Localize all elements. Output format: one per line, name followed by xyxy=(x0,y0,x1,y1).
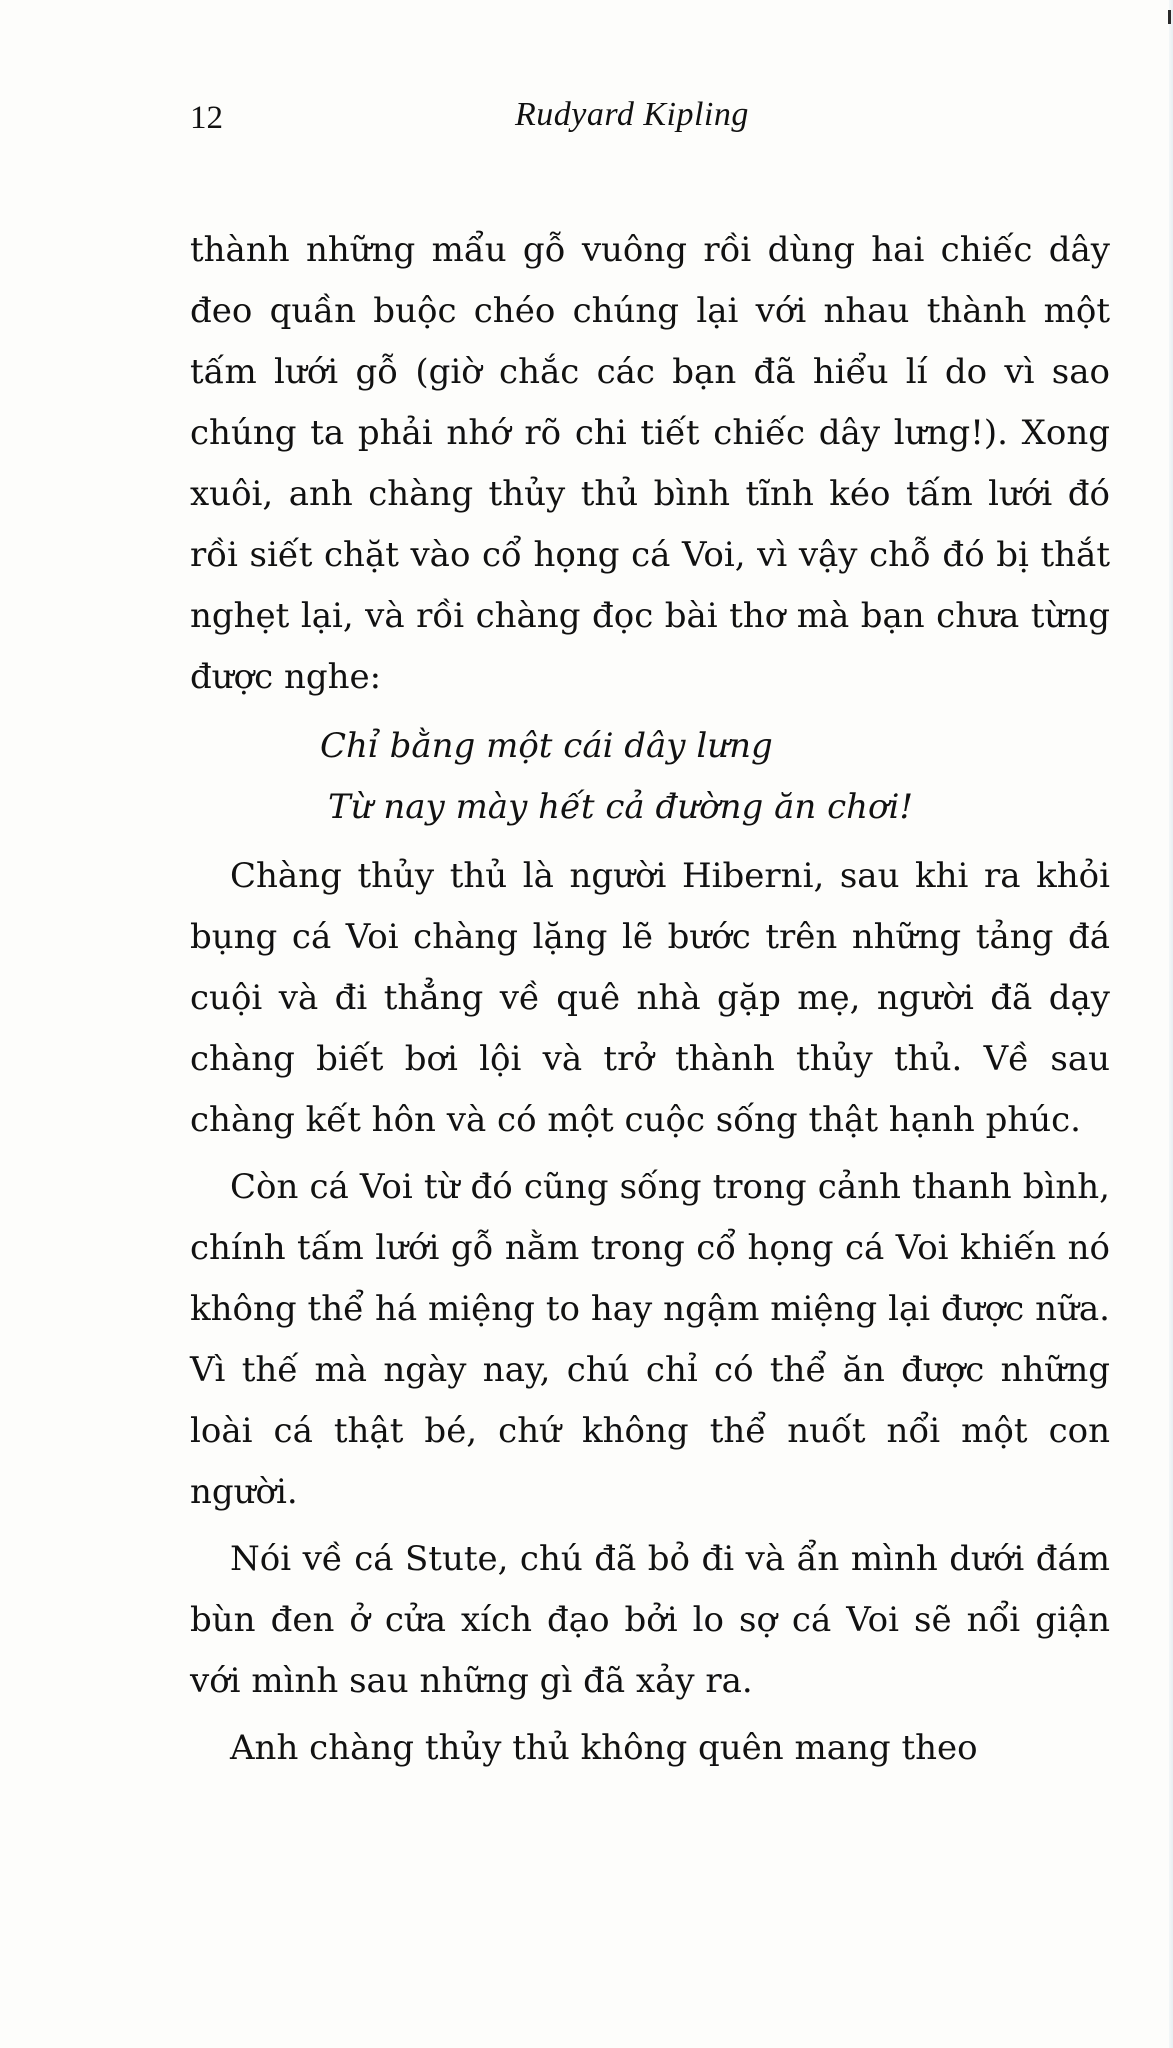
paragraph-4: Nói về cá Stute, chú đã bỏ đi và ẩn mình dưới đám bùn đen ở cửa xích đạo bởi lo sợ cá Voi sẽ nổi giận với mình sau những gì đã xảy ra. xyxy=(190,1539,1110,1701)
verse-line-1: Chỉ bằng một cái dây lưng xyxy=(320,726,773,766)
paragraph-2: Chàng thủy thủ là người Hiberni, sau khi ra khỏi bụng cá Voi chàng lặng lẽ bước trên những tảng đá cuội và đi thẳng về quê nhà gặp mẹ, người đã dạy chàng biết bơi lội và trở thành thủy thủ. Về sau chàng kết hôn và có một cuộc sống thật hạnh phúc. xyxy=(190,856,1110,1140)
page-number: 12 xyxy=(190,100,223,136)
verse xyxy=(320,716,1110,838)
page-header xyxy=(190,96,1050,148)
paragraph-5: Anh chàng thủy thủ không quên mang theo xyxy=(230,1728,978,1768)
page-edge-mark xyxy=(1168,10,1171,24)
paragraph-3: Còn cá Voi từ đó cũng sống trong cảnh thanh bình, chính tấm lưới gỗ nằm trong cổ họng cá Voi khiến nó không thể há miệng to hay ngậm miệng lại được nữa. Vì thế mà ngày nay, chú chỉ có thể ăn được những loài cá thật bé, chứ không thể nuốt nổi một con người. xyxy=(190,1167,1110,1512)
paragraph-1: thành những mẩu gỗ vuông rồi dùng hai chiếc dây đeo quần buộc chéo chúng lại với nhau thành một tấm lưới gỗ (giờ chắc các bạn đã hiểu lí do vì sao chúng ta phải nhớ rõ chi tiết chiếc dây lưng!). Xong xuôi, anh chàng thủy thủ bình tĩnh kéo tấm lưới đó rồi siết chặt vào cổ họng cá Voi, vì vậy chỗ đó bị thắt nghẹt lại, và rồi chàng đọc bài thơ mà bạn chưa từng được nghe: xyxy=(190,230,1110,697)
verse-line-2: Từ nay mày hết cả đường ăn chơi! xyxy=(328,787,914,827)
body-text xyxy=(190,220,1110,1779)
page-edge xyxy=(1169,0,1173,2048)
running-title: Rudyard Kipling xyxy=(515,96,749,133)
